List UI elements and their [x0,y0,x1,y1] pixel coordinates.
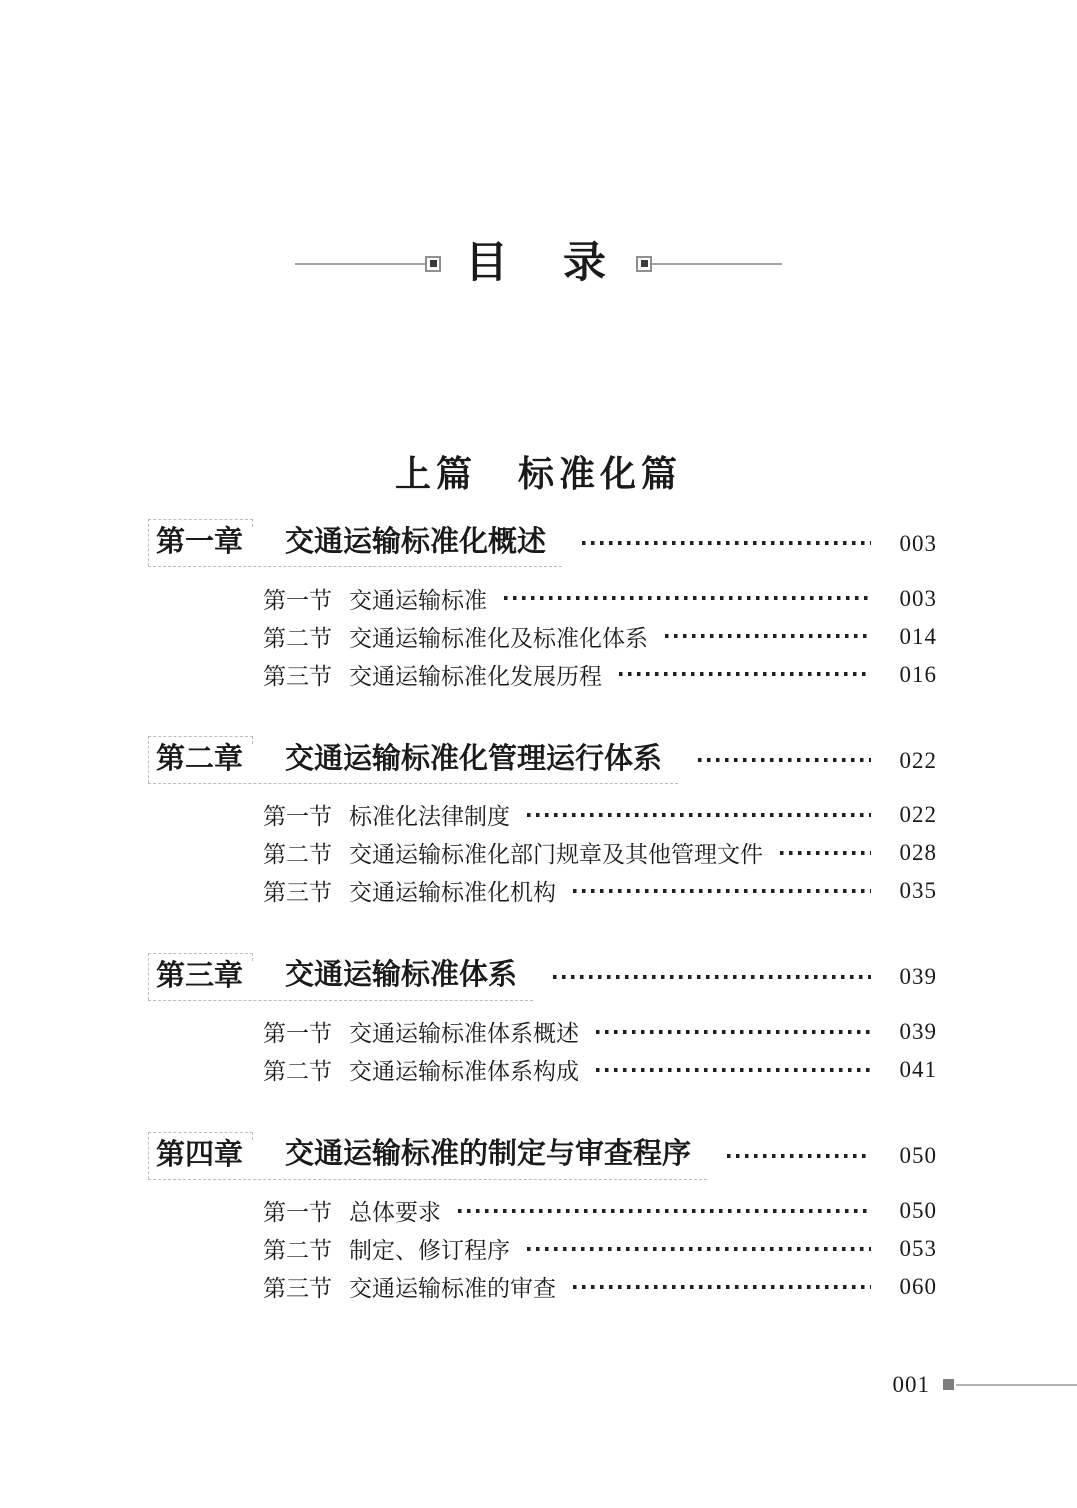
section-row [263,1230,937,1268]
dot-leader [527,1247,871,1251]
section-page-number: 014 [899,623,937,649]
footer-square-icon [943,1379,954,1390]
section-title: 交通运输标准体系构成 [349,1059,579,1085]
section-page-number: 041 [899,1057,937,1083]
chapter-row-3 [148,953,937,1001]
section-label: 第三节 [263,880,332,906]
section-row [263,1051,937,1089]
chapter-heading [148,1132,707,1180]
folio-page-number: 001 [892,1372,930,1397]
chapter-heading [148,953,533,1001]
section-label: 第三节 [263,663,332,689]
dot-leader [780,851,871,855]
chapter-heading [148,736,678,784]
title-rule-right [652,263,782,265]
chapter-row-4 [148,1132,937,1180]
chapter-label: 第三章 [148,953,253,1000]
footer-rule [956,1384,1077,1386]
section-row [263,1192,937,1230]
ornament-square-inner-icon [641,260,648,267]
section-title: 交通运输标准化及标准化体系 [349,625,648,651]
section-page-number: 022 [899,802,937,828]
chapter-page-number: 022 [899,747,937,773]
chapter-label: 第一章 [148,519,253,566]
dot-leader [665,634,871,638]
chapter-heading [148,519,562,567]
chapter-label: 第四章 [148,1132,253,1179]
section-row [263,617,937,655]
dot-leader [727,1154,871,1158]
part-title: 上篇 标准化篇 [394,454,682,494]
section-title: 交通运输标准化发展历程 [349,663,602,689]
chapter-title: 交通运输标准化概述 [285,525,547,558]
section-row [263,872,937,910]
chapter-label: 第二章 [148,736,253,783]
toc-content [148,519,937,1306]
dot-leader [582,541,871,545]
section-page-number: 060 [899,1274,937,1300]
dot-leader [573,1285,871,1289]
chapter-title: 交通运输标准体系 [285,959,518,992]
chapter-row-2 [148,736,937,784]
section-title: 交通运输标准的审查 [349,1276,556,1302]
dot-leader [527,813,871,817]
section-row [263,1268,937,1306]
section-label: 第二节 [263,625,332,651]
section-label: 第一节 [263,804,332,830]
chapter-title: 交通运输标准化管理运行体系 [285,742,663,775]
section-label: 第二节 [263,842,332,868]
dot-leader [458,1209,871,1213]
dot-leader [619,672,871,676]
dot-leader [596,1068,871,1072]
section-row [263,796,937,834]
chapter-2-sections [148,796,937,910]
chapter-row-1 [148,519,937,567]
title-rule-left [295,263,425,265]
ornament-square-icon [425,256,441,272]
chapter-title: 交通运输标准的制定与审查程序 [285,1138,692,1171]
section-page-number: 003 [899,585,937,611]
section-label: 第一节 [263,1200,332,1226]
section-page-number: 035 [899,878,937,904]
dot-leader [553,975,871,979]
chapter-page-number: 039 [899,964,937,990]
section-label: 第二节 [263,1059,332,1085]
section-row [263,579,937,617]
section-title: 标准化法律制度 [349,804,510,830]
section-row [263,655,937,693]
dot-leader [698,758,871,762]
page-title: 目 录 [465,240,612,287]
ornament-square-icon [636,256,652,272]
section-label: 第一节 [263,587,332,613]
section-page-number: 050 [899,1198,937,1224]
chapter-1-sections [148,579,937,693]
chapter-page-number: 050 [899,1143,937,1169]
chapter-4-sections [148,1192,937,1306]
page-title-row [0,0,1077,285]
section-label: 第一节 [263,1021,332,1047]
dot-leader [573,889,871,893]
section-title: 制定、修订程序 [349,1238,510,1264]
section-page-number: 039 [899,1019,937,1045]
section-label: 第三节 [263,1276,332,1302]
dot-leader [504,596,871,600]
section-page-number: 028 [899,840,937,866]
section-title: 交通运输标准化机构 [349,880,556,906]
chapter-page-number: 003 [899,530,937,556]
section-title: 交通运输标准 [349,587,487,613]
section-page-number: 016 [899,661,937,687]
page-footer [0,1373,1077,1396]
ornament-square-inner-icon [430,260,437,267]
dot-leader [596,1030,871,1034]
section-title: 总体要求 [349,1200,441,1226]
section-row [263,834,937,872]
chapter-3-sections [148,1013,937,1089]
section-page-number: 053 [899,1236,937,1262]
section-row [263,1013,937,1051]
section-label: 第二节 [263,1238,332,1264]
section-title: 交通运输标准化部门规章及其他管理文件 [349,842,763,868]
section-title: 交通运输标准体系概述 [349,1021,579,1047]
